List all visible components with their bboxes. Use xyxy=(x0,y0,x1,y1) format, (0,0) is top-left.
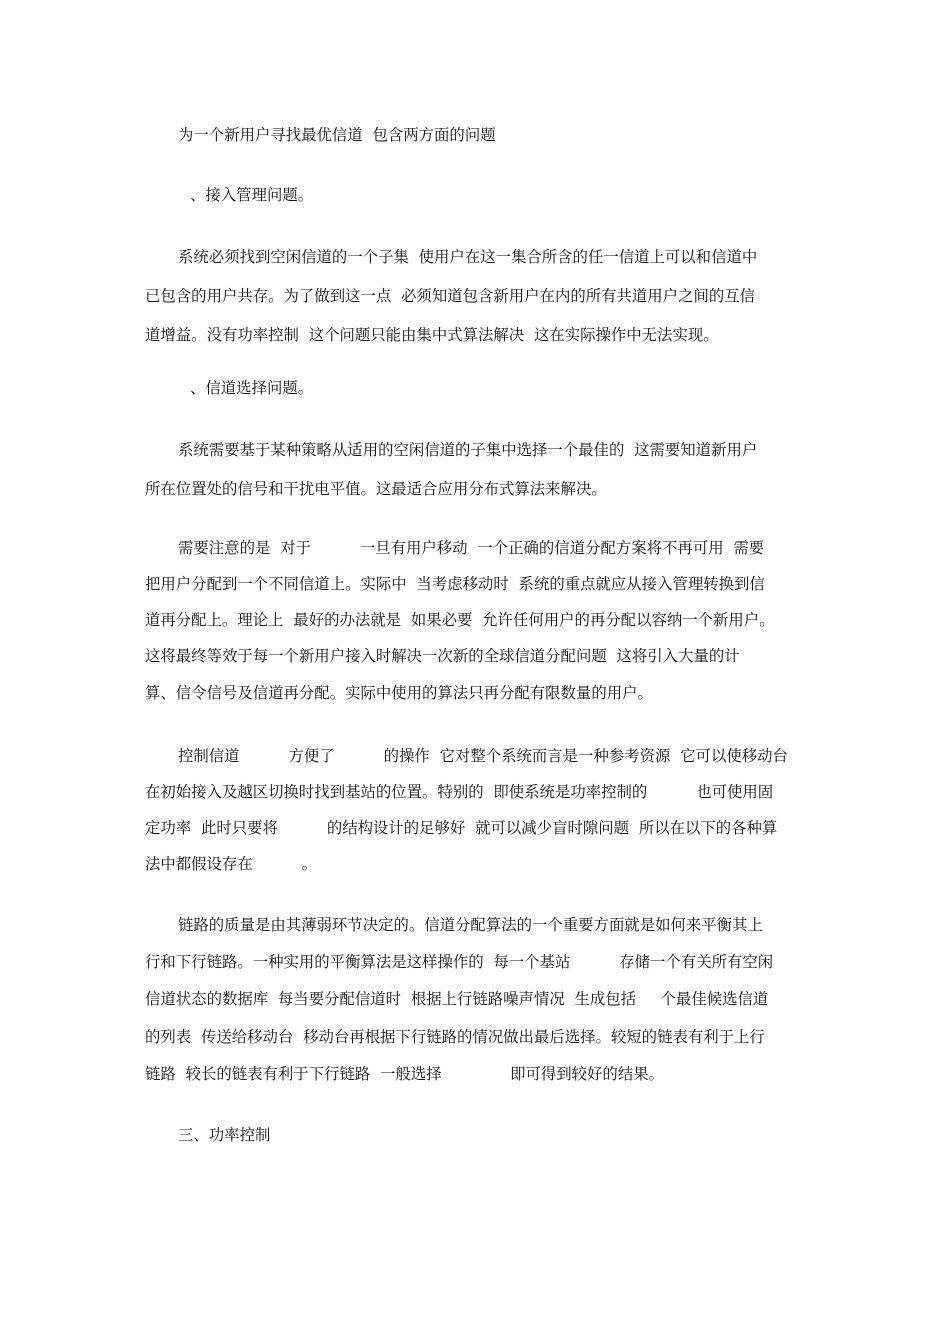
text-line: 系统需要基于某种策略从适用的空闲信道的子集中选择一个最佳的 这需要知道新用户 xyxy=(178,441,758,459)
text-line: 定功率 此时只要将 的结构设计的足够好 就可以减少盲时隙问题 所以在以下的各种算 xyxy=(145,819,778,837)
text-line: 链路 较长的链表有利于下行链路 一般选择 即可得到较好的结果。 xyxy=(145,1065,664,1083)
text-line: 为一个新用户寻找最优信道 包含两方面的问题 xyxy=(178,126,496,144)
text-line: 在初始接入及越区切换时找到基站的位置。特别的 即使系统是功率控制的 也可使用固 xyxy=(145,783,774,801)
text-line: 这将最终等效于每一个新用户接入时解决一次新的全球信道分配问题 这将引入大量的计 xyxy=(145,647,740,665)
section-heading: 三、功率控制 xyxy=(178,1126,271,1144)
text-line: 算、信令信号及信道再分配。实际中使用的算法只再分配有限数量的用户。 xyxy=(145,684,653,702)
section-heading: 、信道选择问题。 xyxy=(190,379,314,397)
text-line: 道再分配上。理论上 最好的办法就是 如果必要 允许任何用户的再分配以容纳一个新用户。 xyxy=(145,611,775,629)
text-line: 把用户分配到一个不同信道上。实际中 当考虑移动时 系统的重点就应从接入管理转换到信 xyxy=(145,575,765,593)
text-line: 信道状态的数据库 每当要分配信道时 根据上行链路噪声情况 生成包括 个最佳候选信道 xyxy=(145,990,769,1008)
text-line: 的列表 传送给移动台 移动台再根据下行链路的情况做出最后选择。较短的链表有利于上行 xyxy=(145,1028,765,1046)
text-line: 控制信道 方便了 的操作 它对整个系统而言是一种参考资源 它可以使移动台 xyxy=(178,747,788,765)
text-line: 链路的质量是由其薄弱环节决定的。信道分配算法的一个重要方面就是如何来平衡其上 xyxy=(178,916,763,934)
text-line: 系统必须找到空闲信道的一个子集 使用户在这一集合所含的任一信道上可以和信道中 xyxy=(178,248,758,266)
text-line: 所在位置处的信号和干扰电平值。这最适合应用分布式算法来解决。 xyxy=(145,480,607,498)
text-line: 已包含的用户共存。为了做到这一点 必须知道包含新用户在内的所有共道用户之间的互信 xyxy=(145,287,756,305)
text-line: 需要注意的是 对于 一旦有用户移动 一个正确的信道分配方案将不再可用 需要 xyxy=(178,539,765,557)
text-line: 行和下行链路。一种实用的平衡算法是这样操作的 每一个基站 存储一个有关所有空闲 xyxy=(145,953,774,971)
section-heading: 、接入管理问题。 xyxy=(190,186,314,204)
text-line: 法中都假设存在 。 xyxy=(145,855,318,873)
text-line: 道增益。没有功率控制 这个问题只能由集中式算法解决 这在实际操作中无法实现。 xyxy=(145,326,719,344)
